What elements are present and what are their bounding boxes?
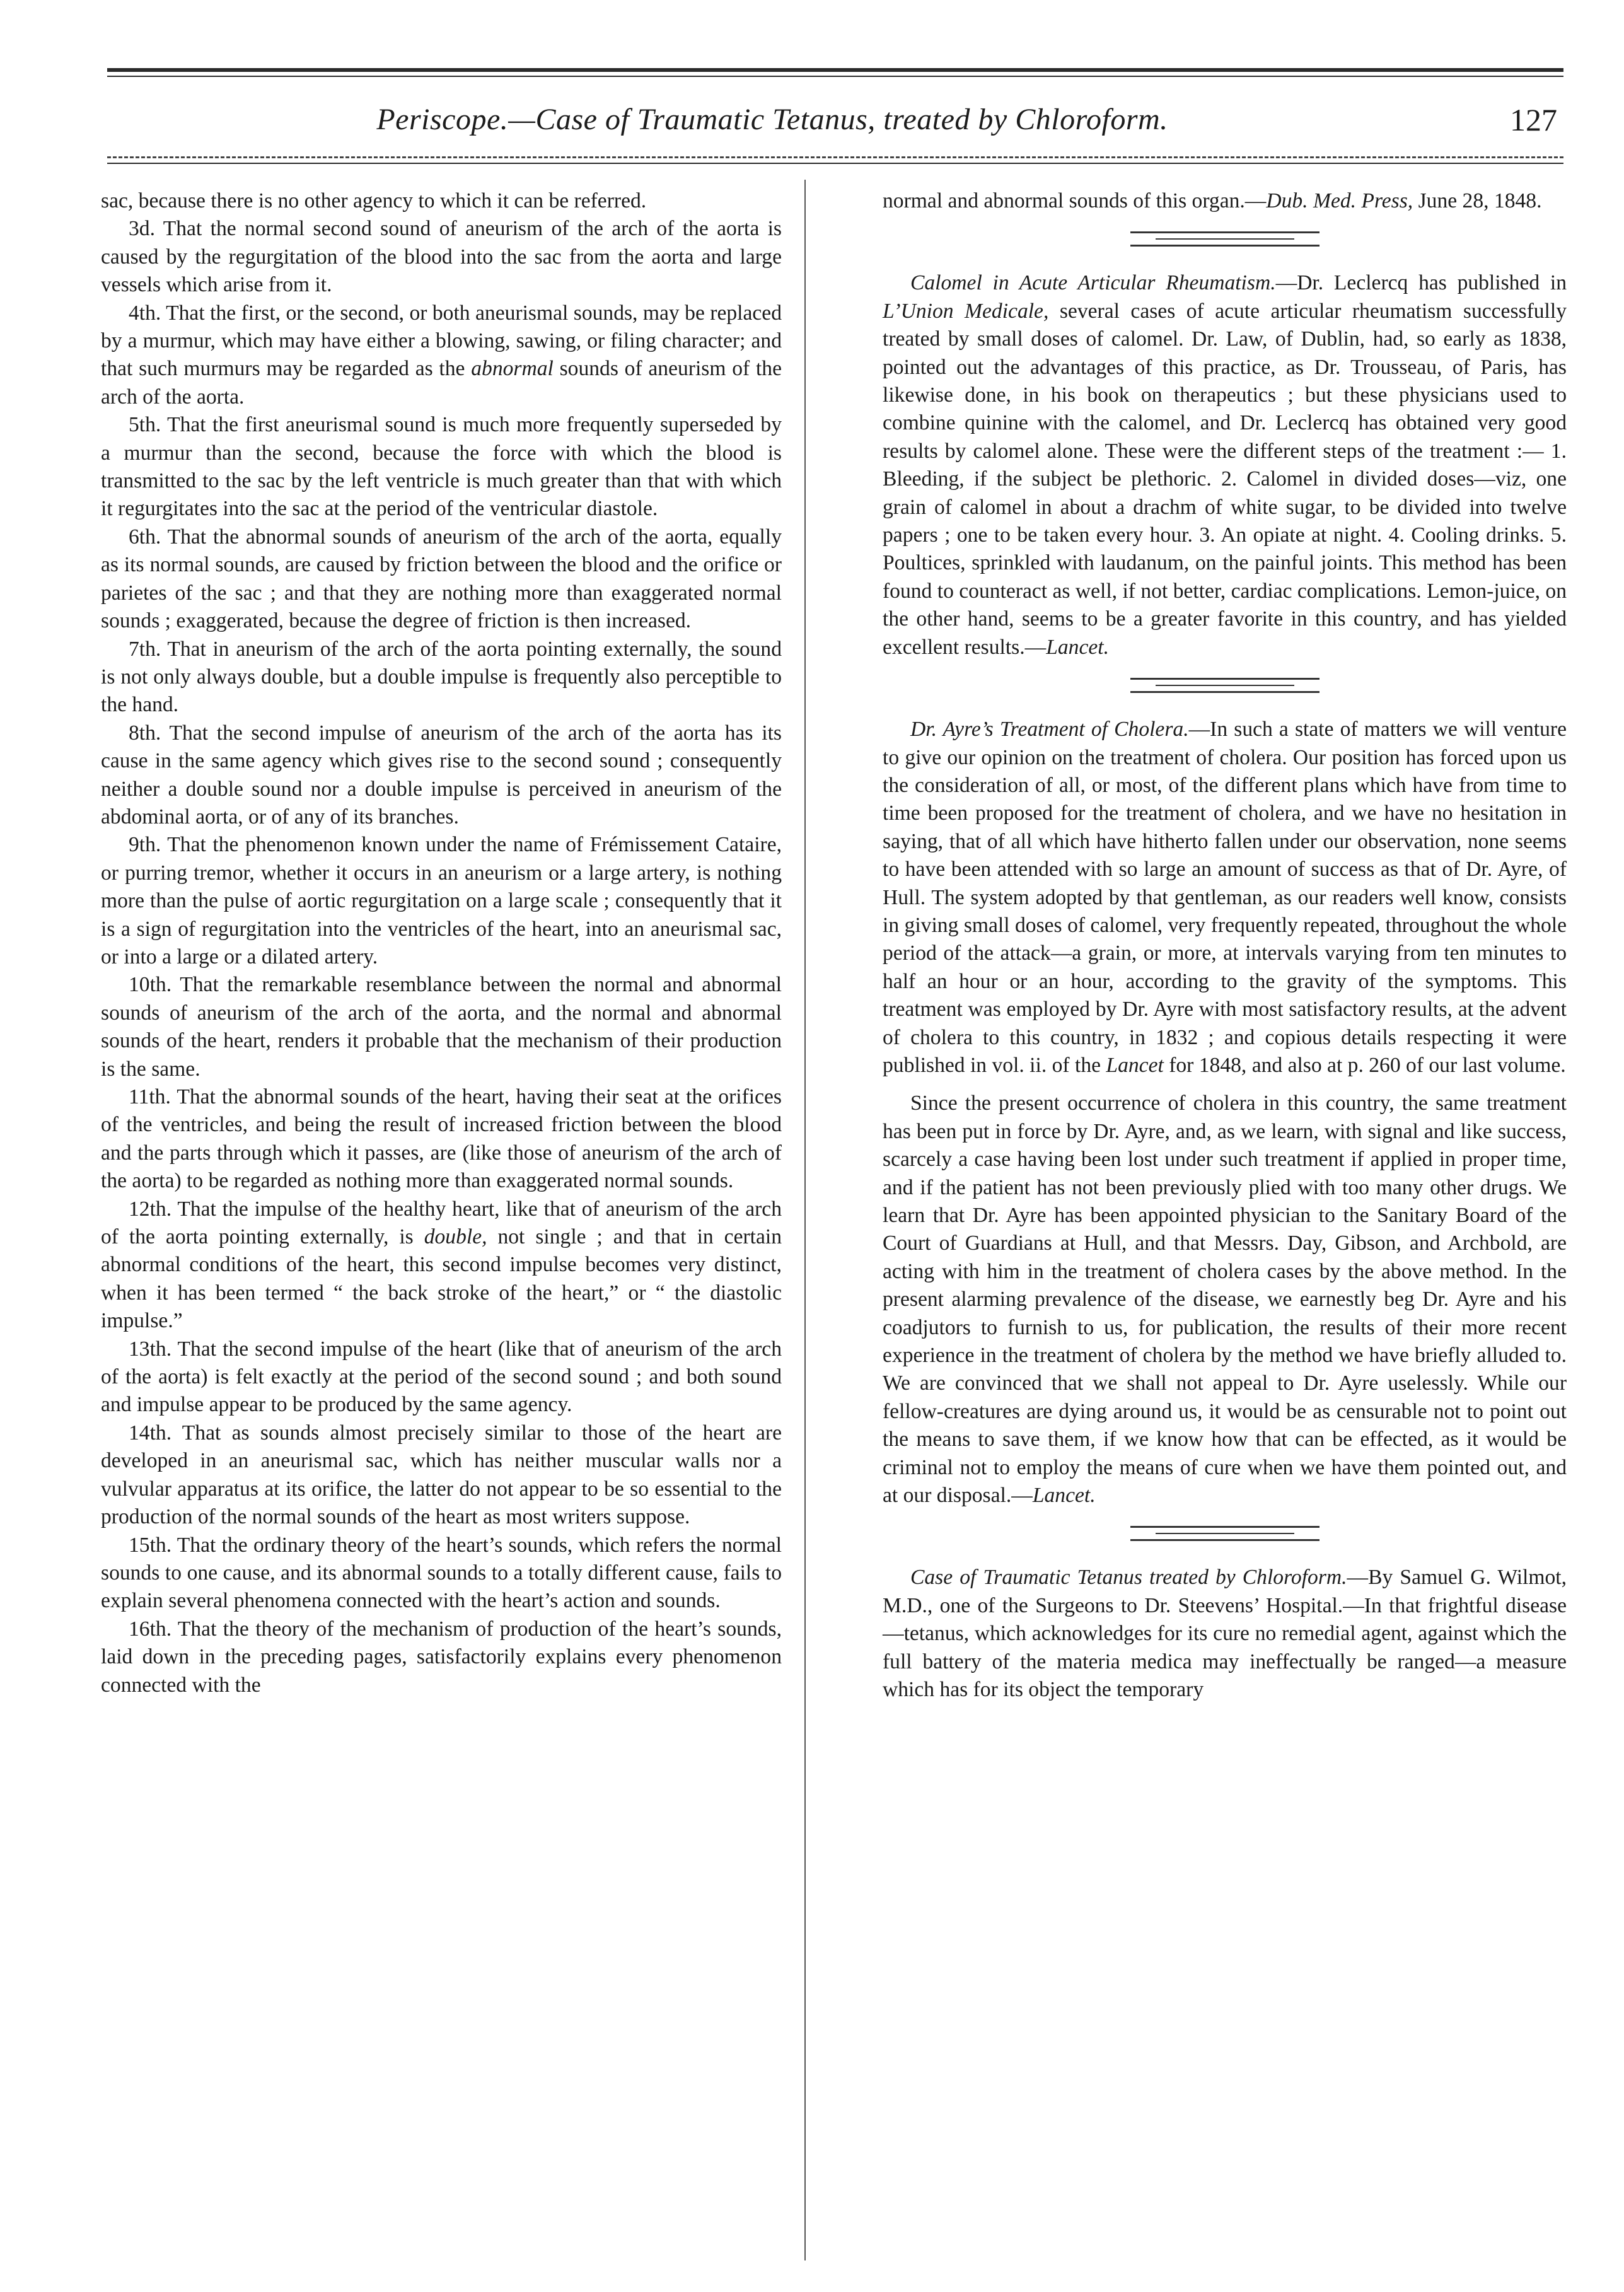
paragraph-3d: 3d. That the normal second sound of aneurism of the arch of the aorta is caused by the regurgitation of the blood into the sac from the aorta and large vessels which arise from it.	[101, 217, 782, 297]
article-cholera	[883, 716, 1567, 1079]
text: sounds of aneurism of the arch of the aorta.	[101, 357, 782, 409]
header-bottom-rule	[107, 163, 1563, 164]
text: 12th. That the impulse of the healthy heart, like that of aneurism of the arch of the aorta pointing externally, is	[101, 1197, 782, 1249]
text: 4th. That the first, or the second, or both aneurismal sounds, may be replaced by a murmur, which may have either a blowing, sawing, or filing character; and that such murmurs may be regarded as the	[101, 301, 782, 381]
top-rule-thick	[107, 68, 1563, 72]
section-ornament	[1130, 231, 1320, 247]
text: not single ; and that in certain abnormal conditions of the heart, this second impulse becomes very distinct, when it has been termed “ the back stroke of the heart,” or “ the diastolic impulse.”	[101, 1225, 782, 1333]
paragraph-14th: 14th. That as sounds almost precisely similar to those of the heart are developed in an aneurismal sac, which has neither muscular walls nor a vulvular apparatus at its orifice, the latter do not appear to be so essential to the production of the normal sounds of the heart as most writers suppose.	[101, 1421, 782, 1529]
text: normal and abnormal sounds of this organ.—	[883, 189, 1267, 212]
ornament-line	[1156, 238, 1294, 240]
source-citation: Lancet.	[1046, 635, 1110, 659]
paragraph-10th: 10th. That the remarkable resemblance between the normal and abnormal sounds of aneurism of the arch of the aorta, and the normal and abnormal sounds of the heart, renders it probable that the mechanism of their production is the same.	[101, 973, 782, 1081]
page-number: 127	[1510, 102, 1557, 137]
ornament-line	[1156, 1533, 1294, 1534]
paragraph-11th: 11th. That the abnormal sounds of the heart, having their seat at the orifices of the ventricles, and being the result of increased friction between the blood and the parts through which it passes, are (like those of aneurism of the arch of the aorta) to be regarded as nothing more than exaggerated normal sounds.	[101, 1085, 782, 1193]
journal-name: L’Union Medicale,	[883, 299, 1049, 323]
source-citation: Lancet.	[1032, 1484, 1096, 1508]
section-ornament	[1130, 1526, 1320, 1541]
text: —Dr. Leclercq has published in	[1275, 271, 1567, 295]
paragraph-13th: 13th. That the second impulse of the heart (like that of aneurism of the arch of the aorta) is felt exactly at the period of the second sound ; and both sound and impulse appear to be produced by the same agency.	[101, 1337, 782, 1417]
paragraph-8th: 8th. That the second impulse of aneurism of the arch of the aorta has its cause in the same agency which gives rise to the second sound ; consequently neither a double sound nor a double impulse is perceived in aneurism of the abdominal aorta, or of any of its branches.	[101, 721, 782, 829]
journal-name: Lancet	[1106, 1053, 1164, 1077]
header-dashed-rule	[107, 156, 1563, 158]
left-column	[101, 187, 782, 1699]
paragraph-continuation	[883, 187, 1567, 215]
article-title: Dr. Ayre’s Treatment of Cholera.	[910, 718, 1189, 742]
article-tetanus	[883, 1564, 1567, 1704]
ornament-line	[1130, 691, 1320, 693]
source-citation: Dub. Med. Press,	[1266, 189, 1413, 212]
paragraph-5th: 5th. That the first aneurismal sound is much more frequently superseded by a murmur than the second, because the force with which the blood is transmitted to the sac by the left ventricle is much greater than that with which it regurgitates into the sac at the period of the ventricular diastole.	[101, 413, 782, 521]
right-column	[883, 187, 1567, 1704]
ornament-line	[1156, 685, 1294, 686]
ornament-line	[1130, 1526, 1320, 1528]
ornament-line	[1130, 231, 1320, 233]
paragraph-6th: 6th. That the abnormal sounds of aneurism of the arch of the aorta, equally as its normal sounds, are caused by friction between the blood and the orifice or parietes of the sac ; and that they are nothing more than exaggerated normal sounds ; exaggerated, because the degree of friction is then increased.	[101, 525, 782, 633]
paragraph-continuation: sac, because there is no other agency to which it can be referred.	[101, 189, 647, 212]
text: —By Samuel G. Wilmot, M.D., one of the Surgeons to Dr. Steevens’ Hospital.—In that frightful disease—tetanus, which acknowledges for its cure no remedial agent, against which the full battery of the materia medica may ineffectually be ranged—a measure which has for its object the temporary	[883, 1566, 1567, 1702]
text: —In such a state of matters we will venture to give our opinion on the treatment of cholera. Our position has forced upon us the consideration of all, or most, of the different plans which have from time to time been proposed for the treatment of cholera, and we have no hesitation in saying, that of all which have hitherto fallen under our observation, none seems to have been attended with so large an amount of success as that of Dr. Ayre, of Hull. The system adopted by that gentleman, as our readers well know, consists in giving small doses of calomel, very frequently repeated, throughout the whole period of the attack—a grain, or more, at intervals varying from ten minutes to half an hour or an hour, according to the gravity of the symptoms. This treatment was employed by Dr. Ayre with most satisfactory results, at the advent of cholera to this country, in 1832 ; and copious details respecting it were published in vol. ii. of the	[883, 718, 1567, 1077]
ornament-line	[1130, 1539, 1320, 1541]
paragraph-4th	[101, 300, 782, 412]
paragraph-7th: 7th. That in aneurism of the arch of the aorta pointing externally, the sound is not only always double, but a double impulse is frequently also perceptible to the hand.	[101, 637, 782, 717]
top-rule-thin	[107, 76, 1563, 77]
article-title: Calomel in Acute Articular Rheumatism.	[910, 271, 1276, 295]
article-title: Case of Traumatic Tetanus treated by Chloroform.	[910, 1566, 1347, 1590]
ornament-line	[1130, 245, 1320, 247]
running-head	[107, 95, 1563, 145]
column-divider	[804, 180, 806, 2260]
text: for 1848, and also at p. 260 of our last volume.	[1163, 1053, 1566, 1077]
paragraph-9th: 9th. That the phenomenon known under the name of Frémissement Cataire, or purring tremor, whether it occurs in an aneurism or a large artery, is nothing more than the pulse of aortic regurgitation on a large scale ; consequently that it is a sign of regurgitation into the ventricles of the heart, into an aneurismal sac, or into a large or a dilated artery.	[101, 833, 782, 969]
text: Since the present occurrence of cholera in this country, the same treatment has been put in force by Dr. Ayre, and, as we learn, with signal and like success, scarcely a case having been lost under such treatment if applied in proper time, and if the patient has not been previously plied with too many other drugs. We learn that Dr. Ayre has been appointed physician to the Sanitary Board of the Court of Guardians at Hull, and that Messrs. Day, Gibson, and Archbold, are acting with him in the treatment of cholera cases by the above method. In the present alarming prevalence of the disease, we earnestly beg Dr. Ayre and his coadjutors to furnish to us, for publication, the results of their more recent experience in the treatment of cholera by the method we have briefly alluded to. We are convinced that we shall not appeal to Dr. Ayre uselessly. While our fellow-creatures are dying around us, it would be as censurable not to point out the means to save them, if we know how that can be effected, as it would be criminal not to employ the means of cure when we have them pointed out, and at our disposal.—	[883, 1091, 1567, 1508]
running-title: Periscope.—Case of Traumatic Tetanus, treated by Chloroform.	[376, 103, 1168, 136]
paragraph-15th: 15th. That the ordinary theory of the heart’s sounds, which refers the normal sounds to one cause, and its abnormal sounds to a totally different cause, fails to explain several phenomena connected with the heart’s action and sounds.	[101, 1533, 782, 1613]
text: several cases of acute articular rheumatism successfully treated by small doses of calomel. Dr. Law, of Dublin, had, so early as 1838, pointed out the advantages of this practice, as Dr. Trousseau, of Paris, has likewise done, in his book on therapeutics ; but these physicians used to combine quinine with the calomel, and Dr. Leclercq has obtained very good results by calomel alone. These were the different steps of the treatment :— 1. Bleeding, if the subject be plethoric. 2. Calomel in divided doses—viz, one grain of calomel in about a drachm of white sugar, to be divided into twelve papers ; one to be taken every hour. 3. An opiate at night. 4. Cooling drinks. 5. Poultices, sprinkled with laudanum, on the painful joints. This method has been found to counteract as well, if not better, cardiac complications. Lemon-juice, on the other hand, seems to be a greater favorite in this country, and has yielded excellent results.—	[883, 299, 1567, 659]
ornament-line	[1130, 678, 1320, 680]
paragraph-12th	[101, 1195, 782, 1335]
article-calomel	[883, 269, 1567, 661]
emphasis: double,	[424, 1225, 487, 1249]
section-ornament	[1130, 678, 1320, 693]
text: June 28, 1848.	[1413, 189, 1542, 212]
emphasis: abnormal	[471, 357, 554, 381]
article-cholera-continued	[883, 1090, 1567, 1510]
paragraph-16th: 16th. That the theory of the mechanism of production of the heart’s sounds, laid down in the preceding pages, satisfactorily explains every phenomenon connected with the	[101, 1617, 782, 1697]
